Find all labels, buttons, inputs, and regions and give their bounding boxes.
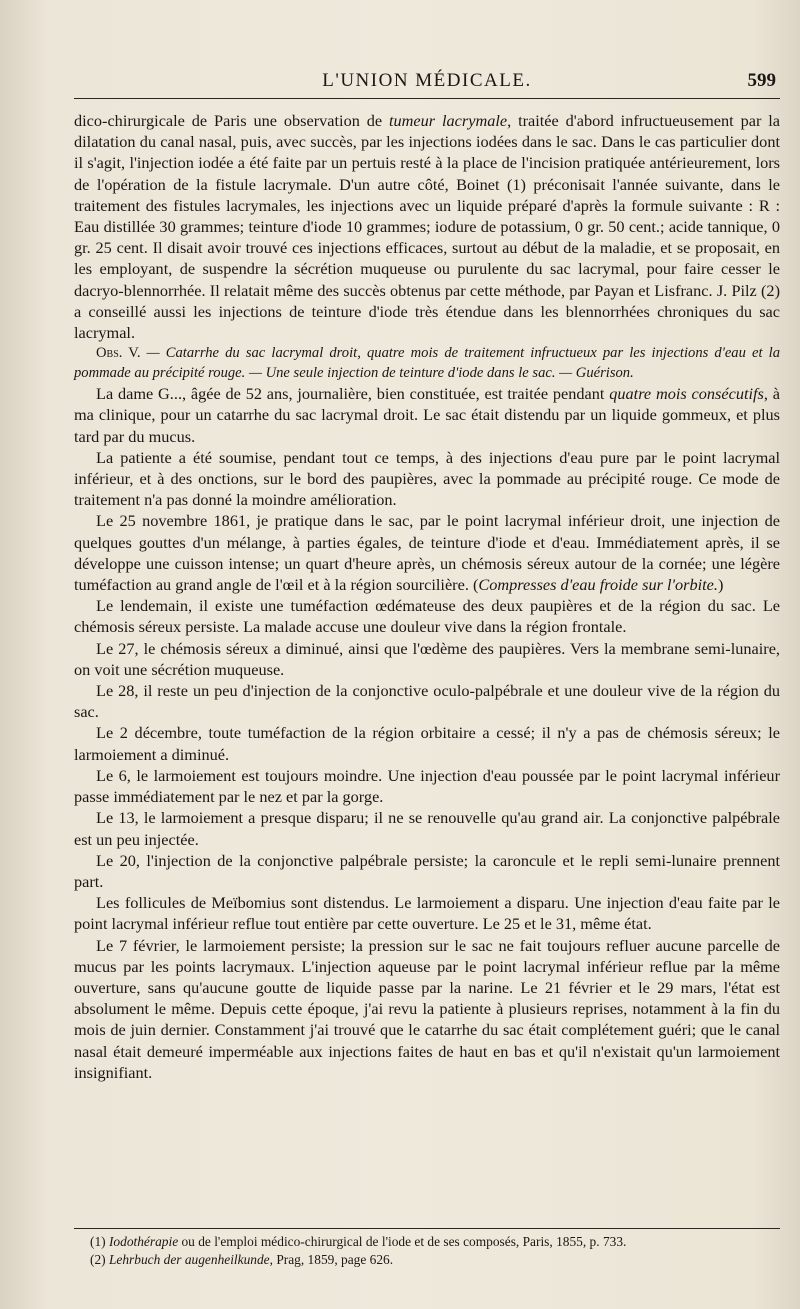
paragraph <box>74 765 780 807</box>
text-run: , à ma clinique, pour un catarrhe du sac lacrymal droit. Le sac était distendu par un liquide gommeux, et plus tard par du mucus. <box>74 384 780 446</box>
text-run: Le 6, le larmoiement est toujours moindre. Une injection d'eau poussée par le point lacrymal inférieur passe immédiatement par le nez et par la gorge. <box>74 765 780 807</box>
text-run: (2) <box>90 1252 109 1267</box>
text-run: ) <box>717 575 724 595</box>
footnote-list <box>74 1233 780 1269</box>
text-run: Lehrbuch der augenheilkunde <box>108 1252 270 1267</box>
paragraph <box>74 110 780 343</box>
text-run: Le 25 novembre 1861, je pratique dans le sac, par le point lacrymal inférieur droit, une injection de quelques gouttes d'un mélange, à parties égales, de teinture d'iode et d'eau. Immédiatement après, il se développe une cuisson intense; un quart d'heure après, un chémosis séreux autour de la cornée; une légère tuméfaction au grand angle de l'œil et à la région sourcilière. ( <box>74 511 780 595</box>
page-number: 599 <box>747 70 776 91</box>
paragraph <box>74 680 780 722</box>
intro-paragraphs <box>74 110 780 343</box>
text-run: Iodothérapie <box>108 1234 179 1249</box>
text-run: Le lendemain, il existe une tuméfaction œdémateuse des deux paupières et de la région du sac. Le chémosis séreux persiste. La malade accuse une douleur vive dans la région frontale. <box>74 596 780 637</box>
paragraph <box>74 638 780 680</box>
text-run: Le 13, le larmoiement a presque disparu; il ne se renouvelle qu'au grand air. La conjonctive palpébrale est un peu injectée. <box>74 808 780 849</box>
footnotes <box>74 1228 780 1269</box>
text-run: Compresses d'eau froide sur l'orbite. <box>478 575 718 595</box>
case-paragraphs <box>74 383 780 1083</box>
paragraph <box>74 383 780 447</box>
observation-label: Obs. V. <box>96 345 141 362</box>
paragraph <box>74 807 780 849</box>
observation-title: — Catarrhe du sac lacrymal droit, quatre mois de traitement infructueux par les injections d'eau et la pommade au précipité rouge. — Une seule injection de teinture d'iode dans le sac. — Guérison. <box>74 345 781 382</box>
paragraph <box>74 935 780 1083</box>
text-run: Le 2 décembre, toute tuméfaction de la région orbitaire a cessé; il n'y a pas de chémosis séreux; le larmoiement a diminué. <box>74 723 780 764</box>
text-run: (1) <box>90 1234 109 1249</box>
text-run: Le 28, il reste un peu d'injection de la conjonctive oculo-palpébrale et une douleur vive de la région du sac. <box>74 681 780 722</box>
text-run: Les follicules de Meïbomius sont distendus. Le larmoiement a disparu. Une injection d'eau faite par le point lacrymal inférieur reflue tout entière par cette ouverture. Le 25 et le 31, même état. <box>74 893 780 934</box>
text-run: La dame G..., âgée de 52 ans, journalière, bien constituée, est traitée pendant <box>96 384 610 404</box>
page-header <box>74 64 780 99</box>
paragraph <box>74 892 780 934</box>
paragraph <box>74 447 780 511</box>
paragraph <box>74 510 780 595</box>
text-run: , Prag, 1859, page 626. <box>269 1252 394 1267</box>
running-title: L'UNION MÉDICALE. <box>322 70 532 91</box>
observation-heading <box>74 343 780 383</box>
text-run: dico-chirurgicale de Paris une observation de <box>74 111 389 130</box>
text-run: tumeur lacrymale <box>389 111 508 130</box>
text-run: ou de l'emploi médico-chirurgical de l'iode et de ses composés, Paris, 1855, p. 733. <box>178 1234 627 1249</box>
text-run: quatre mois consécutifs <box>609 384 764 404</box>
text-run: Le 20, l'injection de la conjonctive palpébrale persiste; la caroncule et le repli semi-lunaire prennent part. <box>74 850 780 891</box>
paragraph <box>74 722 780 764</box>
text-run: Le 7 février, le larmoiement persiste; la pression sur le sac ne fait toujours refluer aucune parcelle de mucus par les points lacrymaux. L'injection aqueuse par le point lacrymal inférieur reflue par la même ouverture, sans qu'aucune goutte de liquide passe par la narine. Le 21 février et le 29 mars, l'état est absolument le même. Depuis cette époque, j'ai revu la patiente à plusieurs reprises, notamment à la fin du mois de juin dernier. Constamment j'ai trouvé que le catarrhe du sac était complétement guéri; que le canal nasal était demeuré imperméable aux injections faites de haut en bas et qu'il n'existait qu'un larmoiement insignifiant. <box>74 935 780 1082</box>
text-run: Le 27, le chémosis séreux a diminué, ainsi que l'œdème des paupières. Vers la membrane semi-lunaire, on voit une sécrétion muqueuse. <box>74 638 780 679</box>
page-body <box>74 110 780 1083</box>
text-run: La patiente a été soumise, pendant tout ce temps, à des injections d'eau pure par le point lacrymal inférieur, et à des onctions, sur le bord des paupières, avec la pommade au précipité rouge. Ce mode de traitement n'a pas donné la moindre amélioration. <box>74 447 780 510</box>
footnote <box>74 1233 780 1251</box>
text-run: , traitée d'abord infructueusement par la dilatation du canal nasal, puis, avec succès, par les injections iodées dans le sac. Dans le cas particulier dont il s'agit, l'injection iodée a été faite par un pertuis resté à la place de l'incision pratiquée antérieurement, lors de l'opération de la fistule lacrymale. D'un autre côté, Boinet (1) préconisait l'année suivante, dans le traitement des fistules lacrymales, les injections avec un liquide préparé d'après la formule suivante : R : Eau distillée 30 grammes; teinture d'iode 10 grammes; iodure de potassium, 0 gr. 50 cent.; acide tannique, 0 gr. 25 cent. Il disait avoir trouvé ces injections efficaces, surtout au début de la maladie, et se proposait, en les employant, de suspendre la sécrétion muqueuse ou purulente du sac lacrymal, pour faire cesser le dacryo-blennorrhée. Il relatait même des succès obtenus par cette méthode, par Payan et Lisfranc. J. Pilz (2) a conseillé aussi les injections de teinture d'iode très étendue dans les blennorrhées chroniques du sac lacrymal. <box>74 111 781 343</box>
paragraph <box>74 850 780 892</box>
paragraph <box>74 595 780 637</box>
footnote <box>74 1251 780 1269</box>
